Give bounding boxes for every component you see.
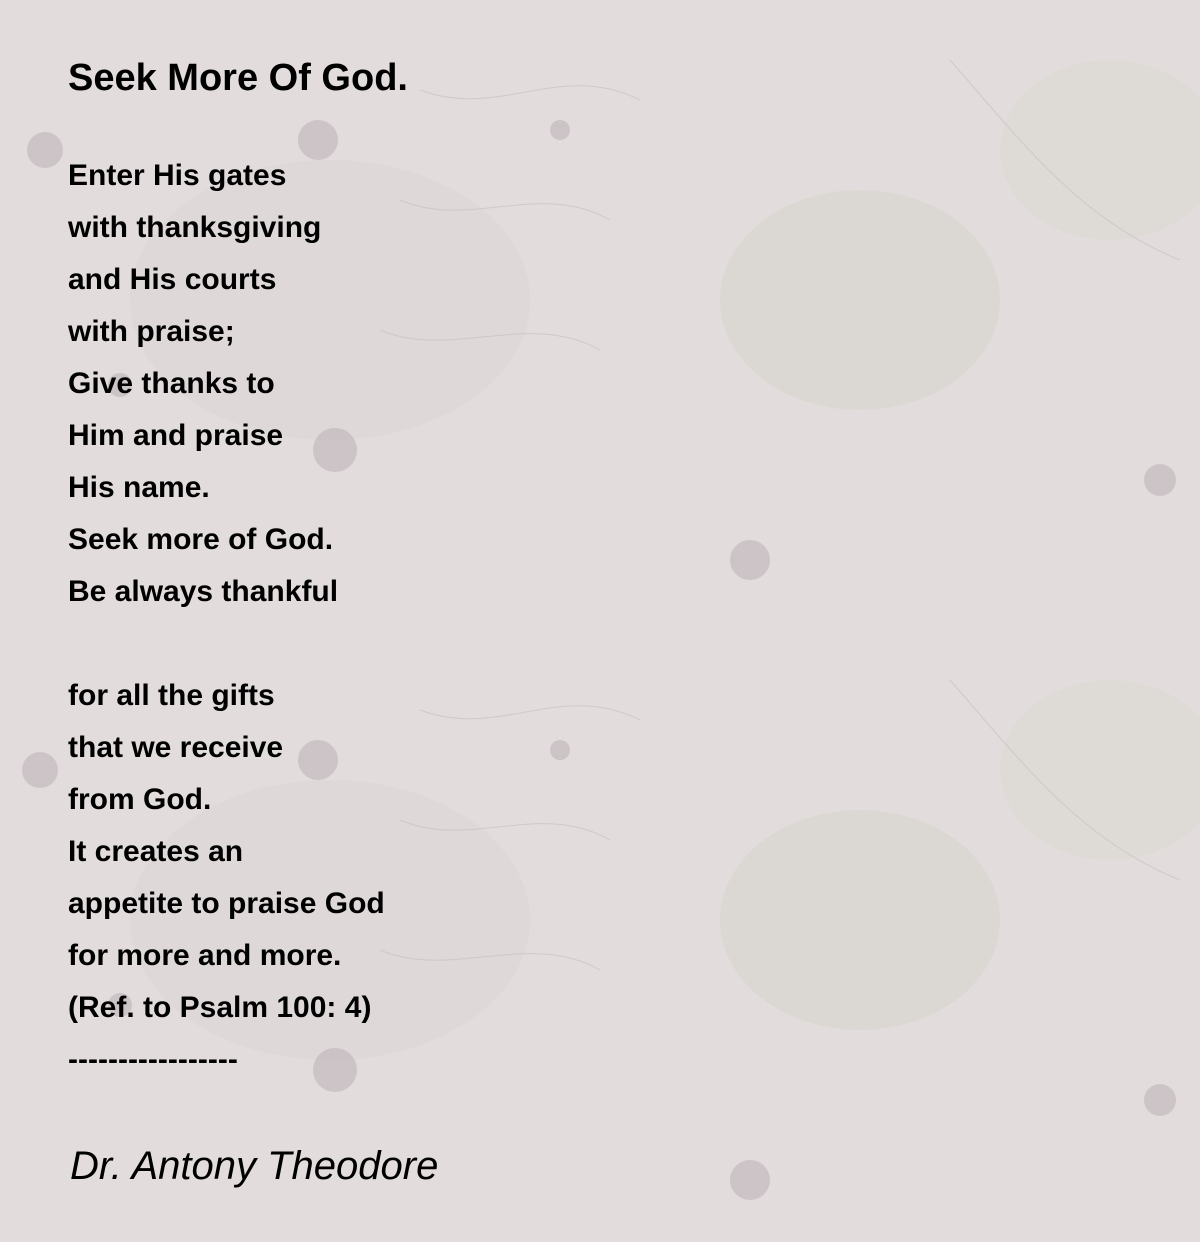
poem-line: and His courts	[68, 263, 277, 296]
poem-line: Give thanks to	[68, 367, 275, 400]
poem-line: for more and more.	[68, 939, 342, 972]
poem-line: with praise;	[68, 315, 235, 348]
poem-line: that we receive	[68, 731, 284, 764]
poem-line: (Ref. to Psalm 100: 4)	[68, 991, 372, 1024]
poem-line: Enter His gates	[68, 159, 287, 192]
poem-stanza-break	[68, 618, 385, 670]
poem-author: Dr. Antony Theodore	[70, 1144, 439, 1188]
poem-line: with thanksgiving	[68, 211, 322, 244]
poem-line: from God.	[68, 783, 212, 816]
poem-body	[68, 150, 385, 1086]
poem-divider: -----------------	[68, 1043, 238, 1076]
poem-line: appetite to praise God	[68, 887, 385, 920]
poem-title: Seek More Of God.	[68, 57, 408, 99]
poem-line: for all the gifts	[68, 679, 275, 712]
poem-line: Seek more of God.	[68, 523, 334, 556]
poem-line: His name.	[68, 471, 210, 504]
poem-line: It creates an	[68, 835, 244, 868]
poem-line: Be always thankful	[68, 575, 339, 608]
poem-line: Him and praise	[68, 419, 284, 452]
